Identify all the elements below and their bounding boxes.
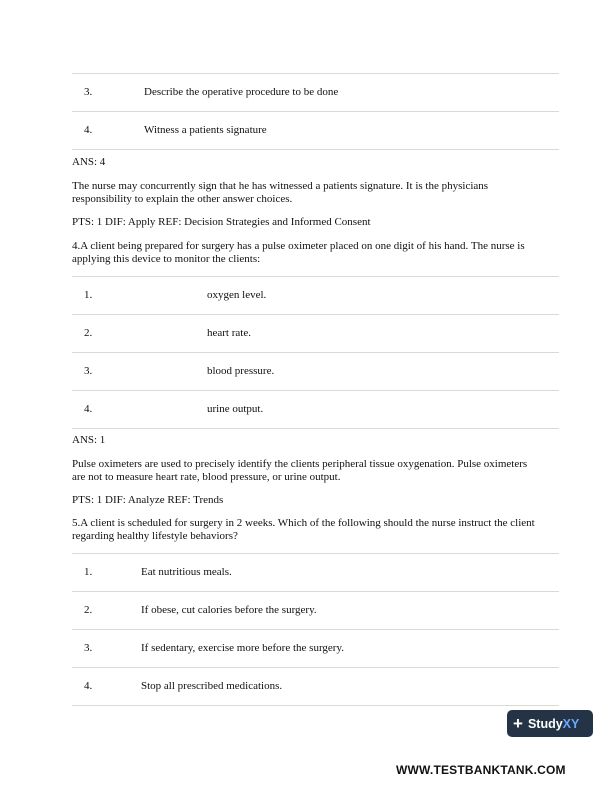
- question4-answer: ANS: 1: [72, 434, 106, 446]
- logo-text: [528, 717, 579, 731]
- logo-text-accent: XY: [562, 716, 580, 731]
- question4-stem: 4.A client being prepared for surgery has a pulse oximeter placed on one digit of his hand. The nurse is applying this device to monitor the clients:: [72, 240, 525, 265]
- question3-answer: ANS: 4: [72, 156, 106, 168]
- option-number: 4.: [84, 680, 93, 692]
- logo-text-main: Study: [527, 716, 563, 731]
- question3-options: [72, 73, 559, 150]
- question3-meta: PTS: 1 DIF: Apply REF: Decision Strategies and Informed Consent: [72, 216, 371, 228]
- option-number: 4.: [84, 124, 93, 136]
- question5-stem: 5.A client is scheduled for surgery in 2 weeks. Which of the following should the nurse instruct the client regarding healthy lifestyle behaviors?: [72, 517, 535, 542]
- option-number: 3.: [84, 86, 93, 98]
- option-row: [72, 667, 559, 706]
- question4-meta: PTS: 1 DIF: Analyze REF: Trends: [72, 494, 224, 506]
- option-row: [72, 553, 559, 591]
- plus-icon: +: [513, 714, 523, 733]
- option-text: urine output.: [207, 403, 264, 415]
- option-row: [72, 276, 559, 314]
- option-text: If sedentary, exercise more before the surgery.: [141, 642, 344, 654]
- option-row: [72, 73, 559, 111]
- option-number: 1.: [84, 289, 93, 301]
- option-text: Witness a patients signature: [144, 124, 267, 136]
- option-number: 3.: [84, 365, 93, 377]
- option-text: If obese, cut calories before the surgery.: [141, 604, 317, 616]
- question4-rationale: Pulse oximeters are used to precisely identify the clients peripheral tissue oxygenation. Pulse oximeters are not to measure heart rate, blood pressure, or urine output.: [72, 458, 528, 483]
- question5-options: [72, 553, 559, 706]
- option-text: heart rate.: [207, 327, 251, 339]
- option-row: [72, 591, 559, 629]
- studyxy-logo: [507, 710, 593, 737]
- option-number: 3.: [84, 642, 93, 654]
- footer-url: WWW.TESTBANKTANK.COM: [396, 763, 566, 777]
- option-number: 4.: [84, 403, 93, 415]
- option-number: 2.: [84, 604, 93, 616]
- option-text: oxygen level.: [207, 289, 267, 301]
- option-text: blood pressure.: [207, 365, 275, 377]
- option-row: [72, 314, 559, 352]
- question4-options: [72, 276, 559, 429]
- option-row: [72, 390, 559, 429]
- option-row: [72, 111, 559, 150]
- option-row: [72, 352, 559, 390]
- question3-rationale: The nurse may concurrently sign that he has witnessed a patients signature. It is the physicians responsibility to explain the other answer choices.: [72, 180, 489, 205]
- option-number: 1.: [84, 566, 93, 578]
- option-text: Stop all prescribed medications.: [141, 680, 283, 692]
- option-row: [72, 629, 559, 667]
- option-number: 2.: [84, 327, 93, 339]
- option-text: Eat nutritious meals.: [141, 566, 232, 578]
- option-text: Describe the operative procedure to be done: [144, 86, 339, 98]
